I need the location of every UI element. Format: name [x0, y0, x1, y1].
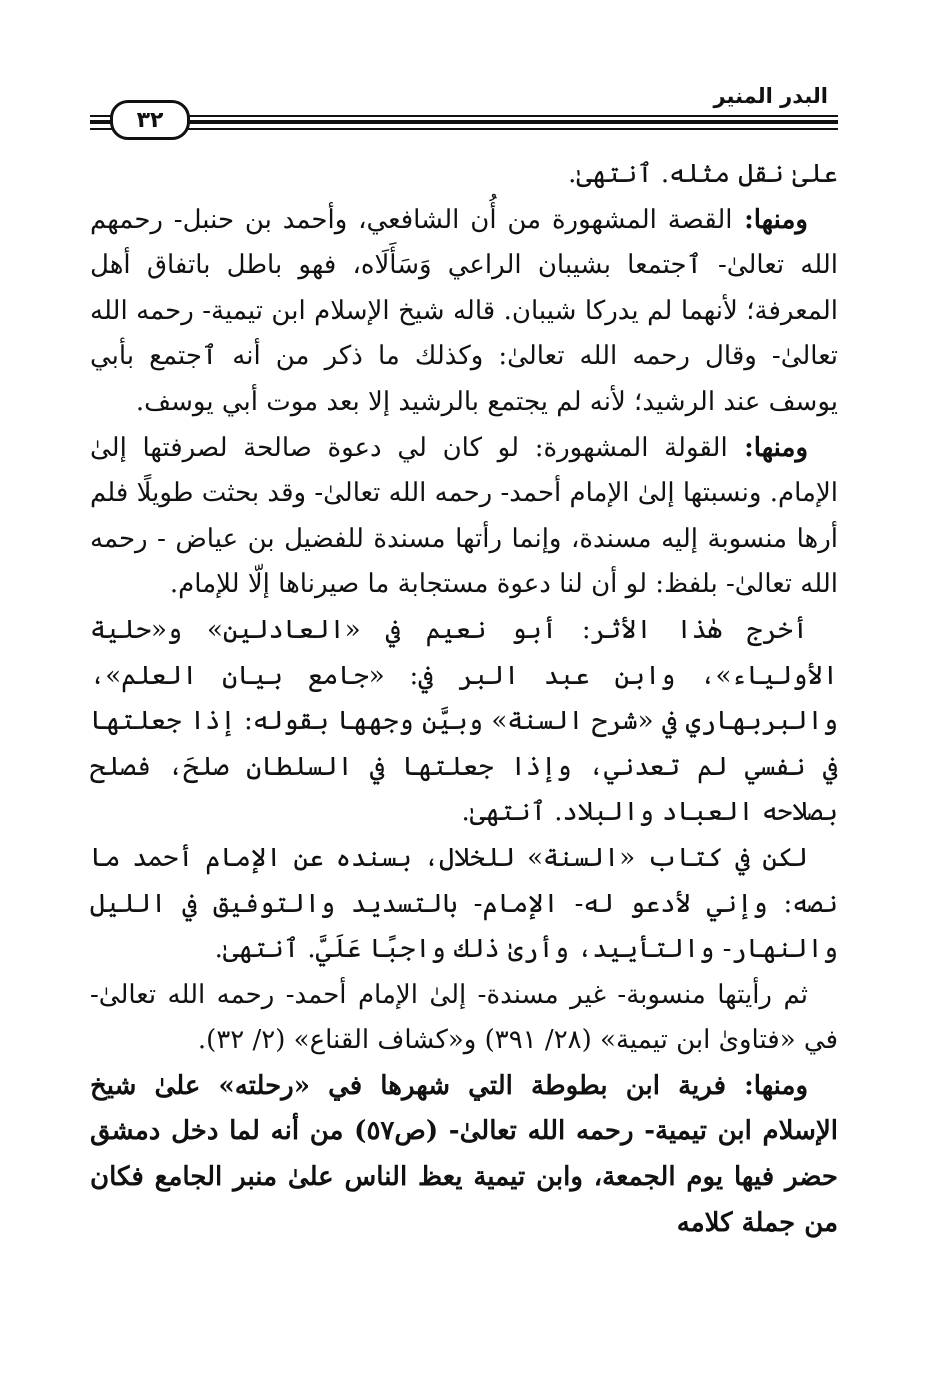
paragraph: [90, 426, 838, 608]
paragraph-text: علىٰ نقل مثله. ٱنتهىٰ.: [568, 159, 838, 189]
paragraph-text: لكن في كتاب «السنة» للخلال، بسنده عن الإمام أحمد ما نصه: وإني لأدعو له- الإمام- بالتسديد والتوفيق في الليل والنهار- والتأييد، وأرىٰ ذلك واجبًا عَلَيَّ. ٱنتهىٰ.: [90, 842, 838, 965]
header-rule: [90, 115, 112, 117]
paragraph: [90, 608, 838, 836]
header-rule: [90, 120, 112, 124]
page-number: ٣٢: [110, 100, 190, 140]
header-rule: [185, 120, 838, 124]
paragraph: [90, 198, 838, 426]
header-rule: [185, 115, 838, 117]
paragraph: [90, 973, 838, 1064]
paragraph-text: أخرج هٰذا الأثر: أبو نعيم في «العادلين» و«حلية الأولياء»، وابن عبد البر في: «جامع بيان العلم»، والبربهاري في «شرح السنة» وبيَّن وجهها بقوله: إذا جعلتها في نفسي لم تعدني، وإذا جعلتها في السلطان صلحَ، فصلح بصلاحه العباد والبلاد. ٱنتهىٰ.: [90, 614, 838, 828]
paragraph: [90, 836, 838, 973]
paragraph: [90, 152, 838, 198]
paragraph-text: القولة المشهورة: لو كان لي دعوة صالحة لصرفتها إلىٰ الإمام. ونسبتها إلىٰ الإمام أحمد- رحمه الله تعالىٰ- وقد بحثت طويلًا فلم أرها منسوبة إليه مسندة، وإنما رأتها مسندة للفضيل بن عياض - رحمه الله تعالىٰ- بلفظ: لو أن لنا دعوة مستجابة ما صيرناها إلّا للإمام.: [90, 432, 838, 600]
body-text: [90, 152, 838, 1246]
paragraph: [90, 1064, 838, 1246]
paragraph-text: القصة المشهورة من أُن الشافعي، وأحمد بن حنبل- رحمهم الله تعالىٰ- ٱجتمعا بشيبان الراعي وَسَأَلَاه، فهو باطل باتفاق أهل المعرفة؛ لأنهما لم يدركا شيبان. قاله شيخ الإسلام ابن تيمية- رحمه الله تعالىٰ- وقال رحمه الله تعالىٰ: وكذلك ما ذكر من أنه ٱجتمع بأبي يوسف عند الرشيد؛ لأنه لم يجتمع بالرشيد إلا بعد موت أبي يوسف.: [90, 204, 838, 417]
header-rule: [90, 128, 112, 130]
paragraph-text: فرية ابن بطوطة التي شهرها في «رحلته» علىٰ شيخ الإسلام ابن تيمية- رحمه الله تعالىٰ- (ص٥٧) من أنه لما دخل دمشق حضر فيها يوم الجمعة، وابن تيمية يعظ الناس علىٰ منبر الجامع فكان من جملة كلامه: [90, 1070, 839, 1238]
book-title: البدر المنير: [709, 84, 832, 108]
paragraph-lead: ومنها:: [726, 1070, 809, 1101]
paragraph-text: ثم رأيتها منسوبة- غير مسندة- إلىٰ الإمام أحمد- رحمه الله تعالىٰ- في «فتاوىٰ ابن تيمية» (٢٨/ ٣٩١) و«كشاف القناع» (٢/ ٣٢).: [90, 979, 838, 1056]
header-rule: [185, 128, 838, 130]
paragraph-lead: ومنها:: [727, 432, 809, 463]
paragraph-lead: ومنها:: [732, 204, 808, 235]
page-header: [90, 82, 838, 138]
